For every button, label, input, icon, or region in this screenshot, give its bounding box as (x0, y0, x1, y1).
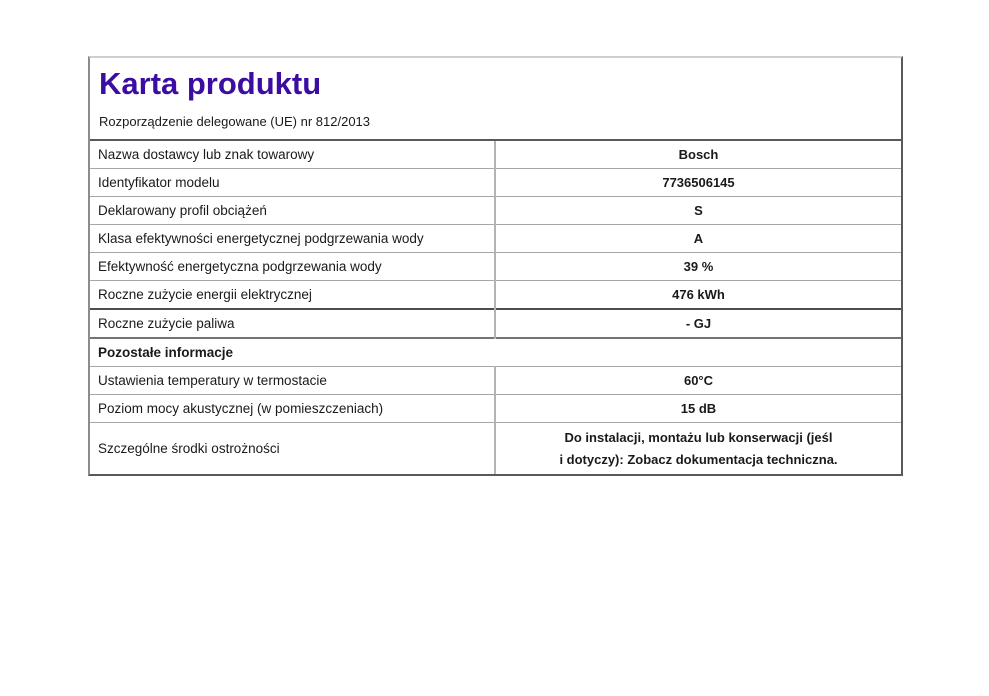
product-spec-table (90, 141, 901, 474)
row-label: Efektywność energetyczna podgrzewania wody (90, 253, 495, 281)
row-value: 15 dB (495, 395, 901, 423)
row-value: 39 % (495, 253, 901, 281)
row-value: 60°C (495, 367, 901, 395)
table-row (90, 169, 901, 197)
table-section-row (90, 338, 901, 367)
row-value: 7736506145 (495, 169, 901, 197)
table-row (90, 281, 901, 310)
regulation-subtitle: Rozporządzenie delegowane (UE) nr 812/2013 (99, 113, 371, 129)
table-row (90, 197, 901, 225)
row-label: Poziom mocy akustycznej (w pomieszczeniach) (90, 395, 495, 423)
row-value: - GJ (495, 309, 901, 338)
product-card (88, 56, 903, 476)
row-value: Bosch (678, 147, 719, 163)
row-label: Klasa efektywności energetycznej podgrzewania wody (90, 225, 495, 253)
page-title: Karta produktu (99, 66, 322, 101)
row-label: Identyfikator modelu (90, 169, 495, 197)
row-value: A (495, 225, 901, 253)
row-label: Roczne zużycie paliwa (90, 309, 495, 338)
row-value-line: Do instalacji, montażu lub konserwacji (jeśl (564, 429, 833, 445)
card-header (90, 58, 901, 141)
table-row (90, 423, 901, 475)
row-value (495, 423, 901, 475)
table-row (90, 395, 901, 423)
section-header: Pozostałe informacje (90, 338, 901, 367)
row-label: Nazwa dostawcy lub znak towarowy (90, 141, 495, 169)
table-row (90, 367, 901, 395)
row-label: Deklarowany profil obciążeń (90, 197, 495, 225)
table-row (90, 141, 901, 169)
row-label: Szczególne środki ostrożności (90, 423, 495, 475)
table-row (90, 225, 901, 253)
row-value: 476 kWh (495, 281, 901, 310)
table-row (90, 309, 901, 338)
table-row (90, 253, 901, 281)
row-label: Ustawienia temperatury w termostacie (90, 367, 495, 395)
row-value-line: i dotyczy): Zobacz dokumentacja techniczna. (559, 451, 838, 467)
row-value: S (495, 197, 901, 225)
row-label: Roczne zużycie energii elektrycznej (90, 281, 495, 310)
